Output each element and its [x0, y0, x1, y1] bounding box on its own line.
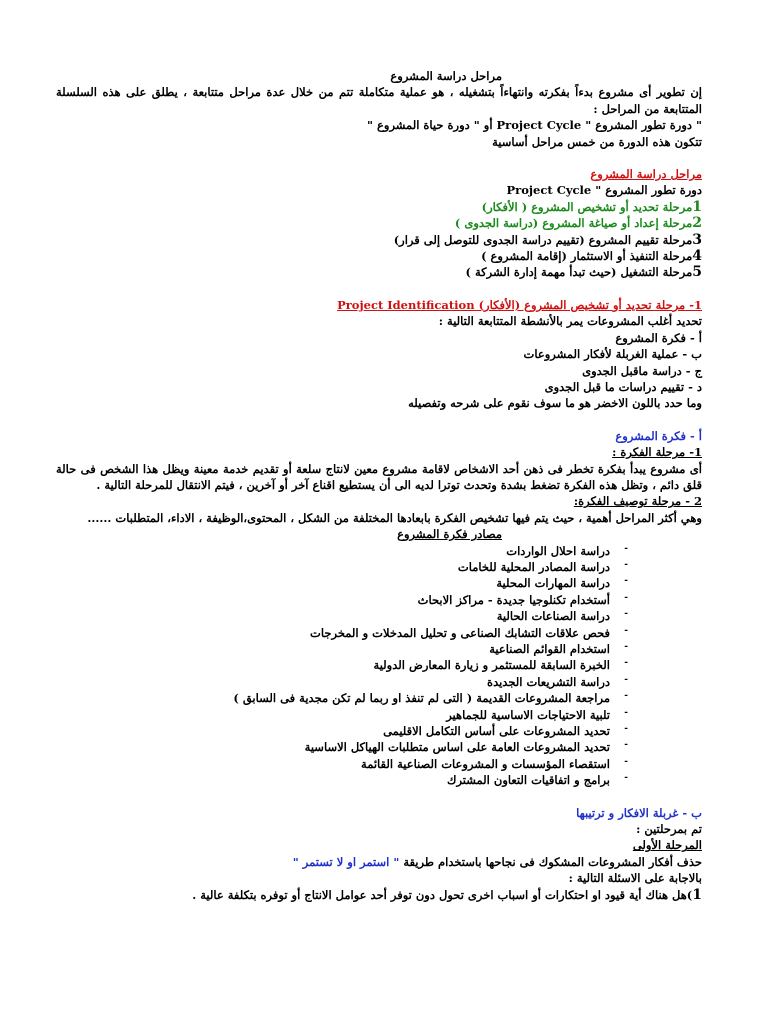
list-item: - الخبرة السابقة للمستثمر و زيارة المعارض الدولية	[56, 657, 702, 673]
identification-intro: تحديد أغلب المشروعات يمر بالأنشطة المتتابعة التالية :	[438, 314, 702, 329]
list-item: - فحص علاقات التشابك الصناعى و تحليل المدخلات و المخرجات	[56, 625, 702, 641]
stage-item: 3مرحلة تقييم المشروع (تقييم دراسة الجدوى للتوصل إلى قرار)	[393, 231, 702, 248]
list-item: - دراسة الصناعات الحالية	[56, 608, 702, 624]
question-1-number: 1	[692, 886, 702, 903]
bullet-icon: -	[624, 625, 628, 636]
identification-heading-arabic: 1- مرحلة تحديد أو تشخيص المشروع (الأفكار)	[478, 297, 702, 312]
phase2-heading: 2 - مرحلة توصيف الفكرة:	[573, 494, 702, 509]
list-item: - دراسة المصادر المحلية للخامات	[56, 559, 702, 575]
bullet-icon: -	[624, 543, 628, 554]
first-phase-line-highlight: " استمر او لا تستمر "	[292, 854, 400, 869]
five-stages-line: تتكون هذه الدورة من خمس مراحل أساسية	[492, 134, 702, 149]
bullet-icon: -	[624, 691, 628, 702]
bullet-icon: -	[624, 756, 628, 767]
bullet-icon: -	[624, 609, 628, 620]
bullet-icon: -	[624, 724, 628, 735]
list-item: - تلبية الاحتياجات الاساسية للجماهير	[56, 707, 702, 723]
list-item: - تحديد المشروعات على أساس التكامل الاقليمى	[56, 723, 702, 739]
sources-list	[56, 543, 702, 789]
intro-paragraph: إن تطوير أى مشروع بدءاً بفكرته وانتهاءاً بتشغيله ، هو عملية متكاملة تتم من خلال عدة مراحل متتابعة ، يطلق على هذه السلسلة المتتابعة من المراحل :	[56, 85, 702, 116]
sources-heading: مصادر فكرة المشروع	[397, 527, 502, 542]
list-item: - دراسة احلال الواردات	[56, 543, 702, 559]
bullet-icon: -	[624, 559, 628, 570]
identification-list	[56, 330, 702, 396]
green-note: وما حدد باللون الاخضر هو ما سوف نقوم على شرحه وتفصيله	[408, 396, 702, 411]
answer-line: بالاجابة على الاسئلة التالية :	[568, 871, 702, 886]
list-item: - استقصاء المؤسسات و المشروعات الصناعية القائمة	[56, 756, 702, 772]
identification-heading	[56, 297, 702, 313]
document-page	[56, 68, 702, 903]
phase2-paragraph: وهي أكثر المراحل أهمية ، حيث يتم فيها تشخيص الفكرة بابعادها المختلفة من الشكل ، المحتوى،الوظيفة ، الاداء، المتطلبات ......	[87, 510, 702, 525]
stage-item: 2مرحلة إعداد أو صياغة المشروع (دراسة الجدوى )	[454, 215, 702, 232]
idea-heading: أ - فكرة المشروع	[615, 428, 702, 443]
phase1-paragraph: أى مشروع يبدأ بفكرة تخطر فى ذهن أحد الاشخاص لاقامة مشروع معين لانتاج سلعة أو تقديم خدمة معينة ويظل هذا الشخص فى حالة قلق دائم ، وتظل هذه الفكرة تضغط بشدة وتحدث توترا لديه الى أن يستطيع اقناع آخر أو آخرين ، فيتم الانتقال للمرحلة التالية .	[56, 461, 702, 492]
cycle-heading-english: Project Cycle	[506, 183, 592, 198]
list-item: - مراجعة المشروعات القديمة ( التى لم تنفذ او ربما لم تكن مجدية فى السابق )	[56, 690, 702, 706]
bullet-icon: -	[624, 674, 628, 685]
cycle-line-english: Project Cycle	[496, 118, 582, 133]
first-phase-heading: المرحلة الأولى	[632, 838, 702, 853]
identification-heading-english: Project Identification	[337, 297, 475, 312]
question-1-text: )هل هناك أية قيود او احتكارات أو اسباب اخرى تحول دون توفر أحد عوامل الانتاج أو توفره بتكلفة عالية .	[192, 887, 693, 902]
stages-heading: مراحل دراسة المشروع	[590, 167, 702, 182]
bullet-icon: -	[624, 642, 628, 652]
screening-heading: ب - غربلة الافكار و ترتيبها	[576, 805, 702, 820]
phase1-heading: 1- مرحلة الفكرة :	[612, 445, 702, 460]
list-item: - أستخدام تكنلوجيا جديدة - مراكز الابحاث	[56, 592, 702, 608]
first-phase-line	[56, 854, 702, 870]
cycle-definition-line	[56, 117, 702, 133]
two-phases-line: تم بمرحلتين :	[636, 822, 702, 837]
question-1	[56, 887, 702, 903]
cycle-heading	[56, 182, 702, 198]
list-item: - دراسة التشريعات الجديدة	[56, 674, 702, 690]
bullet-icon: -	[624, 707, 628, 718]
list-item: - دراسة المهارات المحلية	[56, 575, 702, 591]
cycle-line-prefix: " دورة تطور المشروع "	[585, 118, 702, 133]
list-item: - برامج و اتفاقيات التعاون المشترك	[56, 772, 702, 788]
stage-item: 4مرحلة التنفيذ أو الاستثمار (إقامة المشروع )	[481, 248, 702, 265]
first-phase-line-text: حذف أفكار المشروعات المشكوك فى نجاحها باستخدام طريقة	[403, 854, 702, 869]
list-item: - تحديد المشروعات العامة على اساس متطلبات الهياكل الاساسية	[56, 739, 702, 755]
document-title: مراحل دراسة المشروع	[390, 69, 502, 83]
stage-item: 1مرحلة تحديد أو تشخيص المشروع ( الأفكار)	[481, 198, 702, 215]
identification-item: د - تقييم دراسات ما قبل الجدوى	[544, 379, 702, 394]
stages-list	[56, 199, 702, 281]
bullet-icon: -	[624, 576, 628, 587]
identification-item: أ - فكرة المشروع	[615, 330, 702, 345]
bullet-icon: -	[624, 773, 628, 784]
cycle-heading-arabic: دورة تطور المشروع "	[595, 183, 702, 198]
identification-item: ج - دراسة ماقبل الجدوى	[582, 363, 702, 378]
bullet-icon: -	[624, 658, 628, 669]
identification-item: ب - عملية الغربلة لأفكار المشروعات	[523, 347, 702, 362]
bullet-icon: -	[624, 740, 628, 751]
list-item: - استخدام القوائم الصناعية	[56, 641, 702, 657]
stage-item: 5مرحلة التشغيل (حيث تبدأ مهمة إدارة الشركة )	[465, 264, 702, 281]
cycle-line-suffix: أو " دورة حياة المشروع "	[367, 118, 493, 133]
bullet-icon: -	[624, 592, 628, 603]
